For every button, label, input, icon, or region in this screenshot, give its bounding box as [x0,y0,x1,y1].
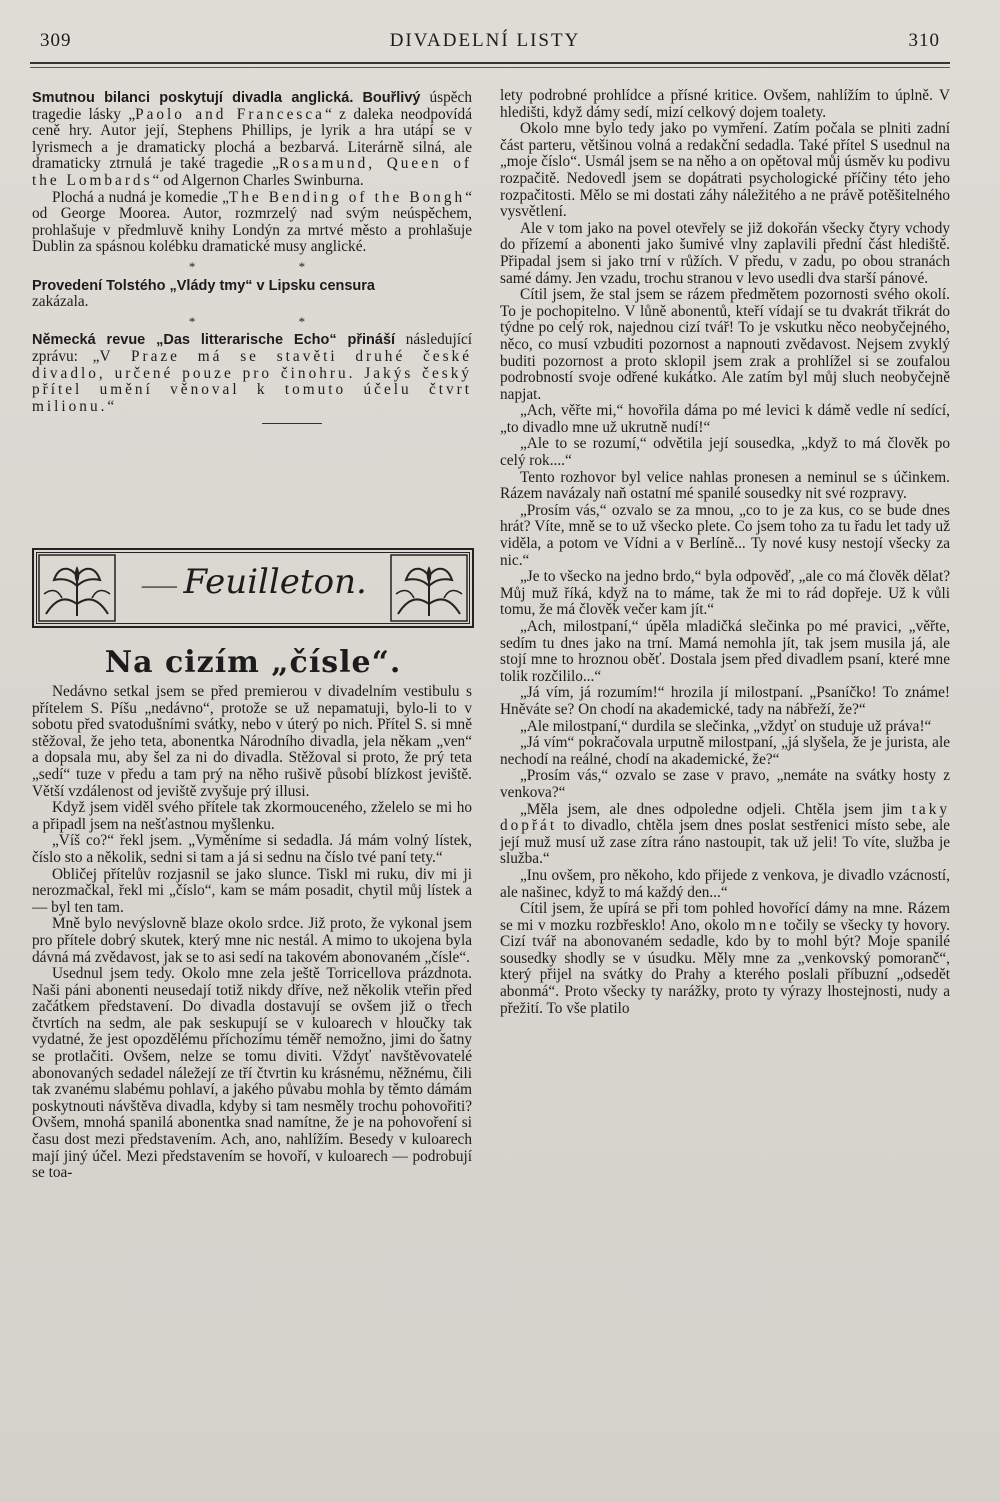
page-number-left: 309 [40,30,72,51]
paragraph: „Ach, věřte mi,“ hovořila dáma po mé levici k dámě vedle ní sedící, „to divadlo mne už ukrutně nudí!“ [500,402,950,436]
paragraph: „Já vím, já rozumím!“ hrozila jí milostpaní. „Psaníčko! To známe! Hněváte se? On chodí na akademické, tady na nábřeží, že?“ [500,684,950,718]
paragraph: Okolo mne bylo tedy jako po vymření. Zatím počala se plniti zadní část parteru, většinou volná a redakční sedadla. Také přítel S usednul na „moje číslo“. Usmál jsem se na něho a on opětoval můj úsměv ku podivu rozpačitě. Nedovedl jsem se dopátrati psychologické příčiny této jeho rozpačitosti. Mělo se mi dostati záhy náležitého a ne právě potěšitelného vysvětlení. [500,120,950,221]
paragraph: „Víš co?“ řekl jsem. „Vyměníme si sedadla. Já mám volný lístek, číslo sto a několik, sedni si tam a já si sednu na číslo tvé paní tety.“ [32,832,472,866]
paragraph: Mně bylo nevýslovně blaze okolo srdce. Již proto, že vykonal jsem pro přítele dobrý skutek, který mne nic nestál. A mimo to ukojena byla dávná má zvědavost, jak se to asi sedí na takovém abonovaném „čísle“. [32,915,472,966]
paragraph: lety podrobné prohlídce a přísné kritice. Ovšem, nahlížím to úplně. V hledišti, když dámy sedí, mizí celkový dojem toalety. [500,87,950,121]
paragraph: Cítil jsem, že stal jsem se rázem předmětem pozornosti svého okolí. To je pochopitelno. V lůně abonentů, kteří vídají se tu dvakrát třikrát do týdne po celý rok, najednou cizí tvář! To je vskutku něco neobyčejného, něco, co musí vzbuditi pozornost a napnouti zvědavost. Nejsem zvyklý buditi pozornost a proto sklopil jsem zrak a prohlížel si se zoufalou podrobností svoje odřené kukátko. Ale zatím byl můj sluch neobyčejně napjat. [500,286,950,403]
section-separator: * * [188,258,356,274]
paragraph: Usednul jsem tedy. Okolo mne zela ještě Torricellova prázdnota. Naši páni abonenti neusedají totiž nikdy dříve, než několik vteřin před začátkem představení. Do divadla dostavují se ovšem již o třech čtvrtích na sedm, ale pak seskupují se v kuloarech v hloučky tak vydatné, že jest opozdělému příchozímu téměř nemožno, jimi do šatny se protlačiti. Ovšem, nelze se tomu diviti. Vždyť navštěvovatelé abonovaných sedadel náležejí ze tří čtvrtin ku krásnému, něžnému, čili tak zvanému slabému pohlaví, a jakého půvabu mohla by těmto dámám poskytnouti návštěva divadla, kdyby si tam nesměly trochu pohovořiti? Ovšem, mnohá spanilá abonentka snad namítne, že je na pohovoření si času dost mezi představením. Ach, ano, nahlížím. Besedy v kuloarech mají jiný účel. Mezi představením se hovoří, v kuloarech — podrobují se toa- [32,965,472,1182]
paragraph: „Ale milostpaní,“ durdila se slečinka, „vždyť on studuje už práva!“ [520,717,932,735]
paragraph: „Inu ovšem, pro někoho, kdo přijede z venkova, je divadlo vzácností, ale našinec, když to má každý den...“ [500,866,950,901]
paragraph: „Je to všecko na jedno brdo,“ byla odpověď, „ale co má člověk dělat? Můj muž říká, když na to máme, tak že mi to rád dopřeje. Už k vůli tomu, že má člověk večer kam jít.“ [500,568,950,619]
news-item-tolstoy: Provedení Tolstého „Vlády tmy“ v Lipsku censura zakázala. [32,277,375,311]
left-column-news [32,90,472,434]
paragraph: Cítil jsem, že upírá se při tom pohled hovořící dámy na mne. Rázem se mi v mozku rozbřesklo! Ano, okolo mne točily se všecky ty hovory. Cizí tvář na abonovaném sedadle, kdo by to mohl být? Moje spanilé sousedky shodly se v úsudku. Měly mne za „venkovský pomoranč“, který přijel na svátky do Prahy a kterého poslali příbuzní „odsedět abonmá“. Proto všecky ty narážky, proto ty výrazy lhostejnosti, nudy a přežití. To vše platilo [500,900,950,1017]
feuilleton-heading: ⸺ Feuilleton. ⸺ [139,562,367,639]
header-rule [30,62,950,64]
page-header [30,30,940,60]
paragraph: „Prosím vás,“ ozvalo se zase v pravo, „nemáte na svátky hosty z venkova?“ [500,767,950,801]
paragraph: Když jsem viděl svého přítele tak zkormouceného, zželelo se mi ho a připadl jsem na nešťastnou myšlenku. [32,799,472,833]
feuilleton-banner [32,548,474,639]
paragraph: Tento rozhovor byl velice nahlas pronesen a neminul se s účinkem. Rázem navázaly naň ostatní mé spanilé sousedky nit své rozpravy. [500,468,950,503]
dash-ornament-icon: ⸺ [139,574,184,599]
paragraph: „Já vím“ pokračovala urputně milostpaní, „já slyšela, že je jurista, ale nechodí na reálné, chodí na akademické, že?“ [500,734,950,768]
lily-ornament-icon [390,554,468,622]
paragraph: „Ach, milostpaní,“ úpěla mladičká slečinka po mé pravici, „věřte, sedím tu dnes jako na trní. Mamá nemohla jít, tak jsem musila já, ale stojí mne to hroznou oběť. Dostala jsem před divadlem psaní, které mne tolik rozčililo...“ [500,618,950,685]
news-item-comedy: Plochá a nudná je komedie „The Bending of the Bongh“ od George Moorea. Autor, rozmrzelý nad svým neúspěchem, prohlašuje v předmluvě knihy Londýn za mrtvé město a prohlašuje Dublin za spásnou kolébku dramatické musy anglické. [32,188,472,256]
publication-title: DIVADELNÍ LISTY [389,30,581,51]
news-item-echo: Německá revue „Das litterarische Echo“ přináší následující zprávu: „V Praze má se stavěti druhé české divadlo, určené pouze pro činohru. Jakýs český přítel umění věnoval k tomuto účelu čtvrt milionu.“ [32,331,472,415]
paragraph: „Měla jsem, ale dnes odpoledne odjeli. Chtěla jsem jim taky dopřát to divadlo, chtěla jsem dnes poslat sestřenici místo sebe, ale její muž musí už zase zítra ráno nastoupit, tak už jeli! To víte, služba je služba.“ [500,800,950,868]
header-rule-thin [30,67,950,68]
paragraph: „Ale to se rozumí,“ odvětila její sousedka, „když to má člověk po celý rok....“ [500,435,950,470]
feuilleton-title: Na cizím „čísle“. [104,645,402,680]
dash-ornament-icon: ⸺ [234,614,272,639]
paragraph: „Prosím vás,“ ozvalo se za mnou, „co to je za kus, co se bude dnes hrát? Víte, mně se to už všecko plete. Co jsem toho za tu řadu let tady už viděla, a potom ve Vídni a v Berlíně... Ty nové kusy nestojí všecky za nic.“ [500,501,950,569]
news-item-english-theatre: Smutnou bilanci poskytují divadla anglická. Bouřlivý úspěch tragedie lásky „Paolo and Francesca“ z daleka neodpovídá ceně hry. Autor její, Stephens Phillips, je lyrik a hra utápí se v lyrismech a je dramaticky plochá a bezbarvá. Literárně silná, ale dramaticky ztrnulá je také tragedie „Rosamund, Queen of the Lombards“ od Algernon Charles Swinburna. [32,89,472,189]
section-separator: * * [188,313,356,329]
lily-ornament-icon [38,554,116,622]
paragraph: Obličej přítelův rozjasnil se jako slunce. Tiskl mi ruku, div mi ji nerozmačkal, řekl mi „číslo“, kam se mám posadit, chytil můj lístek a — byl ten tam. [32,865,472,916]
feuilleton-body-left [32,684,472,1182]
feuilleton-body-right [500,88,950,1017]
page-number-right: 310 [908,30,940,51]
paragraph: Ale v tom jako na povel otevřely se již dokořán všecky čtyry vchody do přízemí a abonenti jako šumivé vlny zaplavili přední část hlediště. Připadal jsem si jako trní v růžích. V předu, v zadu, po obou stranách samé dámy. Jen vzadu, trochu stranou v levo usedli dva starší pánové. [500,219,950,287]
paragraph: Nedávno setkal jsem se před premierou v divadelním vestibulu s přítelem S. Píšu „nedávno“, protože se už nepamatuji, bylo-li to v sobotu před svatodušními svátky, nebo v úterý po nich. Přítel S. si mně stěžoval, že jeho teta, abonentka Národního divadla, jela někam „ven“ a dopsala mu, aby šel za ni do divadla. Stěžoval si proto, že prý teta „sedí“ tuze v předu a tam prý na něho rušivě působí blízkost jeviště. Větší vzdálenost od jeviště zvyšuje prý illusi. [32,683,472,800]
short-divider [262,423,322,424]
